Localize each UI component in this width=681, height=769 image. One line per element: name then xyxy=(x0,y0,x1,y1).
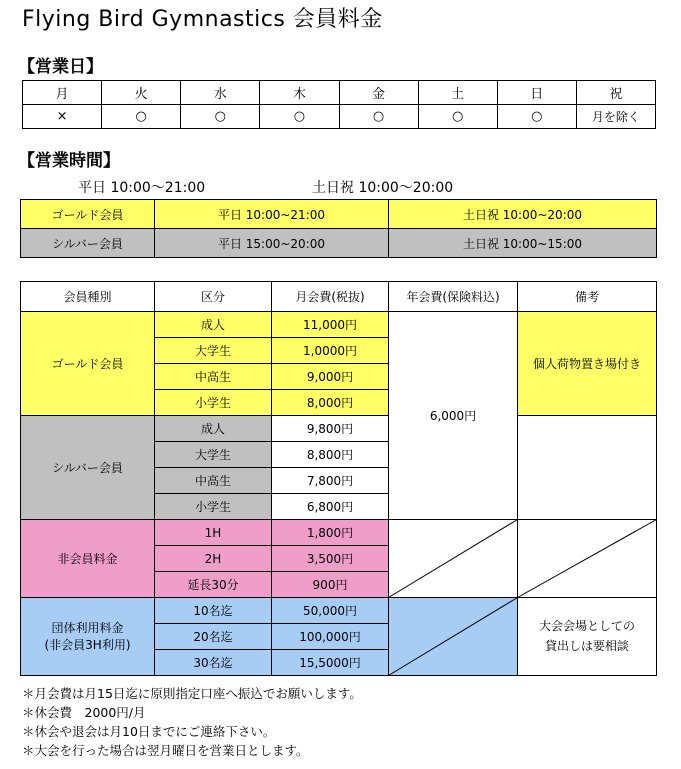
fee-table xyxy=(20,281,657,676)
nonmember-note-cell xyxy=(518,520,657,598)
tier-hours-table xyxy=(20,199,657,258)
day-cell: 木 xyxy=(260,81,339,105)
category-cell: 小学生 xyxy=(155,390,272,416)
header-cell: 月会費(税抜) xyxy=(272,282,389,312)
status-cell: ○ xyxy=(102,105,181,129)
gold-note-cell xyxy=(518,312,657,416)
silver-note-cell xyxy=(518,416,657,520)
status-cell: ○ xyxy=(339,105,418,129)
footnote: ＊大会を行った場合は翌月曜日を営業日とします。 xyxy=(22,743,309,758)
price-cell: 11,000円 xyxy=(272,312,389,338)
silver-tier-label: シルバー会員 xyxy=(21,229,155,258)
group-note-line1: 大会会場としての xyxy=(538,619,635,634)
nonmember-tier-cell: 非会員料金 xyxy=(21,520,155,598)
gold-weekend-hours: 土日祝 10:00~20:00 xyxy=(389,200,657,229)
gold-weekday-hours: 平日 10:00~21:00 xyxy=(155,200,389,229)
header-cell: 会員種別 xyxy=(21,282,155,312)
group-tier-cell xyxy=(21,598,155,676)
day-cell: 火 xyxy=(102,81,181,105)
price-cell: 900円 xyxy=(272,572,389,598)
category-cell: 20名迄 xyxy=(155,624,272,650)
status-cell: ○ xyxy=(181,105,260,129)
table-row xyxy=(21,312,657,338)
group-tier-sublabel: (非会員3H利用) xyxy=(44,637,131,652)
category-cell: 成人 xyxy=(155,312,272,338)
silver-hours-row xyxy=(21,229,657,258)
days-status-row xyxy=(23,105,656,129)
price-cell: 7,800円 xyxy=(272,468,389,494)
category-cell: 中高生 xyxy=(155,468,272,494)
page-title: Flying Bird Gymnastics 会員料金 xyxy=(22,7,383,32)
weekday-hours: 平日 10:00～21:00 xyxy=(78,180,206,196)
price-cell: 1,800円 xyxy=(272,520,389,546)
table-row xyxy=(21,520,657,546)
table-row xyxy=(21,416,657,442)
status-cell: ○ xyxy=(497,105,576,129)
category-cell: 30名迄 xyxy=(155,650,272,676)
status-cell: 月を除く xyxy=(576,105,655,129)
group-note-cell xyxy=(518,598,657,676)
silver-weekday-hours: 平日 15:00~20:00 xyxy=(155,229,389,258)
category-cell: 大学生 xyxy=(155,442,272,468)
gold-tier-cell: ゴールド会員 xyxy=(21,312,155,416)
price-cell: 8,800円 xyxy=(272,442,389,468)
days-header-row xyxy=(23,81,656,105)
category-cell: 10名迄 xyxy=(155,598,272,624)
gold-note: 個人荷物置き場付き xyxy=(532,356,641,371)
weekend-hours: 土日祝 10:00～20:00 xyxy=(312,180,454,196)
price-cell: 1,0000円 xyxy=(272,338,389,364)
category-cell: 小学生 xyxy=(155,494,272,520)
gold-hours-row xyxy=(21,200,657,229)
price-cell: 100,000円 xyxy=(272,624,389,650)
footnote: ＊休会や退会は月10日までにご連絡下さい。 xyxy=(22,724,276,739)
price-cell: 9,000円 xyxy=(272,364,389,390)
price-cell: 8,000円 xyxy=(272,390,389,416)
day-cell: 土 xyxy=(418,81,497,105)
silver-tier-cell: シルバー会員 xyxy=(21,416,155,520)
business-hours-heading: 【営業時間】 xyxy=(18,151,120,171)
price-cell: 9,800円 xyxy=(272,416,389,442)
day-cell: 日 xyxy=(497,81,576,105)
price-cell: 50,000円 xyxy=(272,598,389,624)
day-cell: 月 xyxy=(23,81,102,105)
day-cell: 水 xyxy=(181,81,260,105)
status-cell: ○ xyxy=(418,105,497,129)
silver-weekend-hours: 土日祝 10:00~15:00 xyxy=(389,229,657,258)
group-note-line2: 貸出しは要相談 xyxy=(544,638,629,653)
table-row xyxy=(21,598,657,624)
footnotes xyxy=(22,684,362,760)
footnote: ＊休会費 2000円/月 xyxy=(22,705,146,720)
day-cell: 祝 xyxy=(576,81,655,105)
group-tier-label: 団体利用料金 xyxy=(51,621,124,636)
price-cell: 15,5000円 xyxy=(272,650,389,676)
status-cell: × xyxy=(23,105,102,129)
group-annual-cell xyxy=(389,598,518,676)
header-cell: 年会費(保険料込) xyxy=(389,282,518,312)
day-cell: 金 xyxy=(339,81,418,105)
category-cell: 大学生 xyxy=(155,338,272,364)
category-cell: 1H xyxy=(155,520,272,546)
category-cell: 中高生 xyxy=(155,364,272,390)
footnote: ＊月会費は月15日迄に原則指定口座へ振込でお願いします。 xyxy=(22,686,362,701)
status-cell: ○ xyxy=(260,105,339,129)
header-cell: 備考 xyxy=(518,282,657,312)
header-cell: 区分 xyxy=(155,282,272,312)
business-days-table xyxy=(22,80,656,129)
category-cell: 成人 xyxy=(155,416,272,442)
gold-tier-label: ゴールド会員 xyxy=(21,200,155,229)
nonmember-annual-cell xyxy=(389,520,518,598)
business-days-heading: 【営業日】 xyxy=(18,57,103,77)
category-cell: 2H xyxy=(155,546,272,572)
price-cell: 6,800円 xyxy=(272,494,389,520)
annual-fee-cell: 6,000円 xyxy=(389,312,518,520)
fee-header-row xyxy=(21,282,657,312)
price-cell: 3,500円 xyxy=(272,546,389,572)
category-cell: 延長30分 xyxy=(155,572,272,598)
